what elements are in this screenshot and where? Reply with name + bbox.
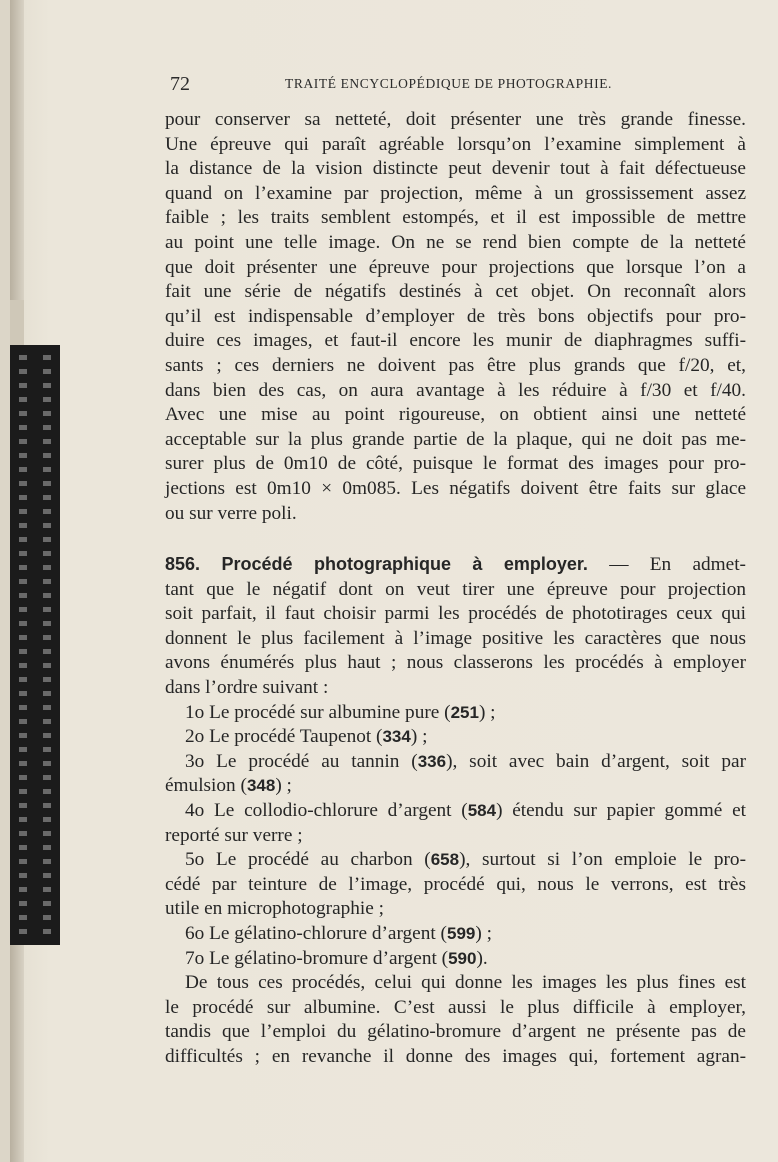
text-line: soit parfait, il faut choisir parmi les procédés de phototirages ceux qui [165,603,746,625]
sprocket-hole [19,537,27,542]
sprocket-hole [43,719,51,724]
sprocket-hole [19,523,27,528]
sprocket-hole [43,425,51,430]
text-line: jections est 0m10 × 0m085. Les négatifs doivent être faits sur glace [165,477,746,499]
sprocket-hole [43,383,51,388]
section-heading: 856. Procédé photographique à employer. [165,554,588,575]
text-line: dans l’ordre suivant : [165,677,329,699]
sprocket-hole [43,523,51,528]
sprocket-hole [19,397,27,402]
sprocket-hole [43,453,51,458]
sprocket-hole [43,775,51,780]
sprocket-hole [43,593,51,598]
film-strip [10,345,60,945]
list-item: 5o Le procédé au charbon (658), surtout si l’on emploie le pro- [185,849,746,871]
sprocket-hole [43,677,51,682]
text-line: la distance de la vision distincte peut devenir tout à fait défectueuse [165,158,746,180]
sprocket-hole [43,733,51,738]
sprocket-hole [19,873,27,878]
text-line: quand on l’examine par projection, même à un grossissement assez [165,182,746,204]
page-body [165,108,746,1070]
list-item-continuation: utile en microphotographie ; [165,898,384,920]
sprocket-hole [19,509,27,514]
text-line: acceptable sur la plus grande partie de la plaque, qui ne doit pas me- [165,428,746,450]
closing-paragraph [165,971,746,1069]
sprocket-hole [43,803,51,808]
sprocket-hole [19,607,27,612]
section-reference: 599 [446,924,476,943]
list-item-continuation: émulsion (348) ; [165,775,292,797]
list-item-continuation: cédé par teinture de l’image, procédé qui, nous le verrons, est très [165,873,746,895]
text-line: Une épreuve qui paraît agréable lorsqu’on l’examine simplement à [165,133,746,155]
sprocket-hole [43,565,51,570]
section-reference: 251 [450,702,479,722]
sprocket-hole [43,901,51,906]
sprocket-hole [19,719,27,724]
sprocket-hole [19,593,27,598]
sprocket-hole [19,761,27,766]
sprocket-hole [19,929,27,934]
section-reference: 334 [382,727,411,747]
sprocket-hole [43,467,51,472]
section-reference: 584 [467,801,497,821]
text-line: pour conserver sa netteté, doit présenter une très grande finesse. [165,109,746,130]
sprocket-hole [19,705,27,710]
text-line: ou sur verre poli. [165,502,297,524]
sprocket-hole [43,649,51,654]
sprocket-hole [19,663,27,668]
section-reference: 590 [448,948,477,968]
sprocket-hole [19,747,27,752]
text-line: sants ; ces derniers ne doivent pas être plus grands que f/20, et, [165,354,746,376]
sprocket-hole [19,453,27,458]
sprocket-hole [19,369,27,374]
sprocket-hole [43,579,51,584]
sprocket-hole [43,481,51,486]
text-line: difficultés ; en revanche il donne des images qui, fortement agran- [165,1045,746,1067]
sprocket-hole [43,355,51,360]
sprocket-hole [43,747,51,752]
sprocket-hole [19,775,27,780]
list-item: 2o Le procédé Taupenot (334) ; [185,726,428,748]
sprocket-hole [43,705,51,710]
list-item: 7o Le gélatino-bromure d’argent (590). [185,947,488,969]
sprocket-hole [43,817,51,822]
sprocket-hole [43,915,51,920]
text-line: avons énumérés plus haut ; nous classerons les procédés à employer [165,652,746,674]
text-line: surer plus de 0m10 de côté, puisque le format des images pour pro- [165,453,746,475]
sprocket-hole [19,425,27,430]
list-item: 1o Le procédé sur albumine pure (251) ; [185,701,496,723]
sprocket-hole [43,537,51,542]
sprocket-hole [43,369,51,374]
sprocket-hole [43,887,51,892]
process-list [165,701,746,972]
sprocket-hole [43,789,51,794]
text-line: qu’il est indispensable d’employer de très bons objectifs pour pro- [165,305,746,327]
sprocket-hole [19,831,27,836]
sprocket-hole [19,789,27,794]
sprocket-hole [19,565,27,570]
text-line: que doit présenter une épreuve pour projections que lorsque l’on a [165,256,746,278]
sprocket-hole [43,439,51,444]
sprocket-hole [19,859,27,864]
text-line: fait une série de négatifs destinés à cet objet. On reconnaît alors [165,281,746,303]
sprocket-hole [43,621,51,626]
sprocket-hole [19,901,27,906]
sprocket-hole [19,411,27,416]
sprocket-hole [19,383,27,388]
list-item: 3o Le procédé au tannin (336), soit avec bain d’argent, soit par [185,750,746,772]
sprocket-hole [19,635,27,640]
sprocket-hole [43,397,51,402]
sprocket-hole [19,803,27,808]
sprocket-hole [43,551,51,556]
list-item-continuation: reporté sur verre ; [165,824,303,846]
sprocket-hole [43,859,51,864]
sprocket-hole [43,845,51,850]
sprocket-hole [19,495,27,500]
running-header [170,71,746,95]
book-page [10,0,778,1162]
text-line: tandis que l’emploi du gélatino-bromure d’argent ne présente pas de [165,1021,746,1043]
sprocket-hole [19,621,27,626]
sprocket-hole [43,607,51,612]
sprocket-hole [19,551,27,556]
section-reference: 658 [430,850,460,870]
film-tab [10,300,24,350]
sprocket-hole [19,733,27,738]
sprocket-hole [43,761,51,766]
sprocket-hole [19,915,27,920]
sprocket-hole [19,481,27,486]
text-line: dans bien des cas, on aura avantage à les réduire à f/30 et f/40. [165,379,746,401]
text-line: au point une telle image. On ne se rend bien compte de la netteté [165,231,746,253]
sprocket-hole [43,509,51,514]
sprocket-hole [43,873,51,878]
sprocket-hole [19,691,27,696]
sprocket-hole [19,887,27,892]
sprocket-hole [19,439,27,444]
sprocket-hole [43,663,51,668]
text-line: De tous ces procédés, celui qui donne les images les plus fines est [185,972,746,994]
sprocket-hole [43,495,51,500]
sprocket-hole [43,831,51,836]
sprocket-hole [19,817,27,822]
sprocket-hole [43,411,51,416]
sprocket-hole [43,929,51,934]
sprocket-hole [19,845,27,850]
text-line: duire ces images, et faut-il encore les munir de diaphragmes suffi- [165,330,746,352]
text-line: faible ; les traits semblent estompés, et il est impossible de mettre [165,207,746,229]
list-item: 4o Le collodio-chlorure d’argent (584) étendu sur papier gommé et [185,800,746,822]
list-item: 6o Le gélatino-chlorure d’argent (599) ; [185,923,492,944]
sprocket-hole [19,649,27,654]
running-title: TRAITÉ ENCYCLOPÉDIQUE DE PHOTOGRAPHIE. [285,76,613,91]
text-line: donnent le plus facilement à l’image positive les caractères que nous [165,627,746,649]
text-line: le procédé sur albumine. C’est aussi le plus difficile à employer, [165,996,746,1018]
sprocket-hole [19,579,27,584]
section-reference: 336 [417,751,447,771]
sprocket-hole [43,635,51,640]
text-line: Avec une mise au point rigoureuse, on obtient ainsi une netteté [165,404,746,426]
sprocket-hole [19,467,27,472]
text-line: tant que le négatif dont on veut tirer une épreuve pour projection [165,578,746,600]
section-reference: 348 [246,776,276,796]
sprocket-hole [43,691,51,696]
sprocket-hole [19,677,27,682]
section-heading-rest: — En admet- [587,554,746,576]
paragraph-1 [165,108,746,526]
page-number: 72 [170,73,190,95]
section-heading-line [165,552,746,578]
section-856 [165,552,746,701]
sprocket-hole [19,355,27,360]
